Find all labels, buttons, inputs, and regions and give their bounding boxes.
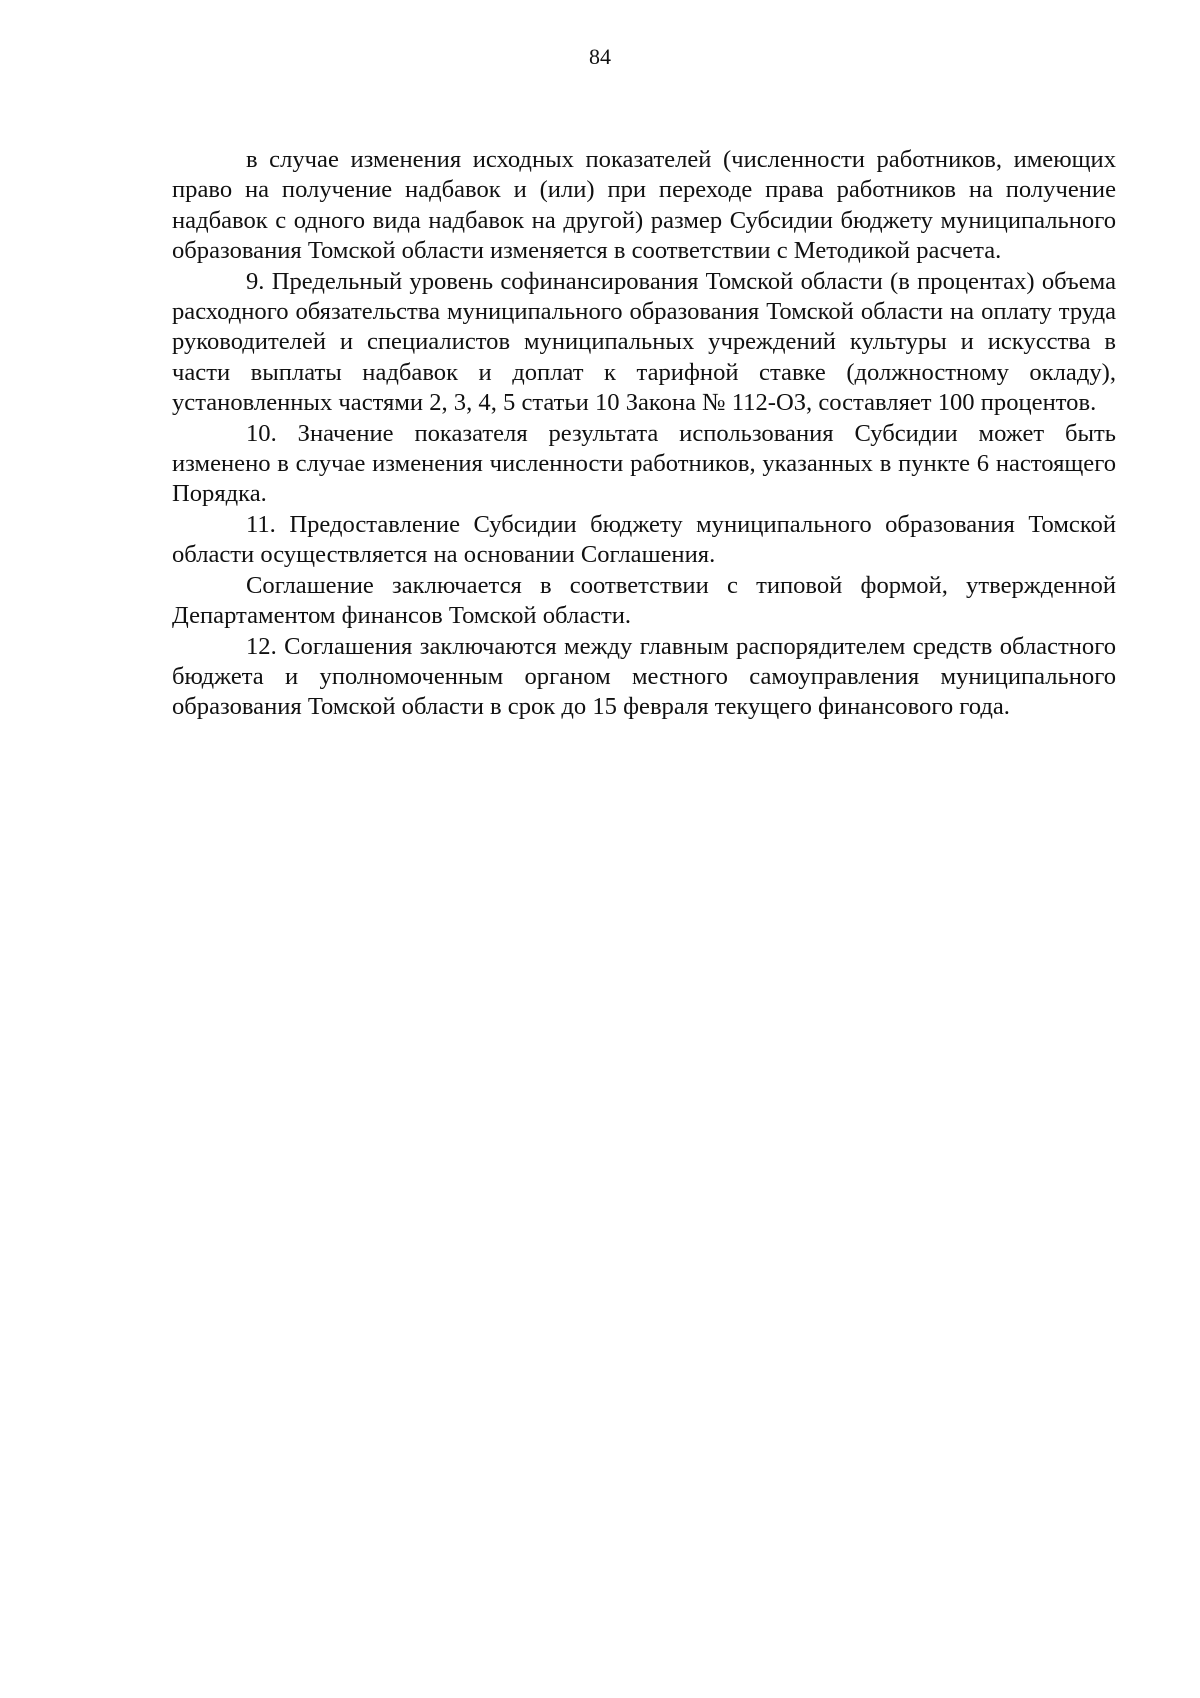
paragraph-agreement-form: Соглашение заключается в соответствии с типовой формой, утвержденной Департаментом финансов Томской области. (172, 571, 1116, 630)
page-number: 84 (589, 44, 611, 69)
paragraph-continuation: в случае изменения исходных показателей (численности работников, имеющих право на получение надбавок и (или) при переходе права работников на получение надбавок с одного вида надбавок на другой) размер Субсидии бюджету муниципального образования Томской области изменяется в соответствии с Методикой расчета. (172, 146, 1116, 265)
paragraph-item-12: 12. Соглашения заключаются между главным распорядителем средств областного бюджета и уполномоченным органом местного самоуправления муниципального образования Томской области в срок до 15 февраля текущего финансового года. (172, 632, 1116, 721)
paragraph-item-11: 11. Предоставление Субсидии бюджету муниципального образования Томской области осуществляется на основании Соглашения. (172, 510, 1116, 569)
paragraph-item-9: 9. Предельный уровень софинансирования Томской области (в процентах) объема расходного обязательства муниципального образования Томской области на оплату труда руководителей и специалистов муниципальных учреждений культуры и искусства в части выплаты надбавок и доплат к тарифной ставке (должностному окладу), установленных частями 2, 3, 4, 5 статьи 10 Закона № 112-ОЗ, составляет 100 процентов. (172, 267, 1116, 417)
document-body (172, 145, 1116, 723)
paragraph-item-10: 10. Значение показателя результата использования Субсидии может быть изменено в случае изменения численности работников, указанных в пункте 6 настоящего Порядка. (172, 419, 1116, 508)
